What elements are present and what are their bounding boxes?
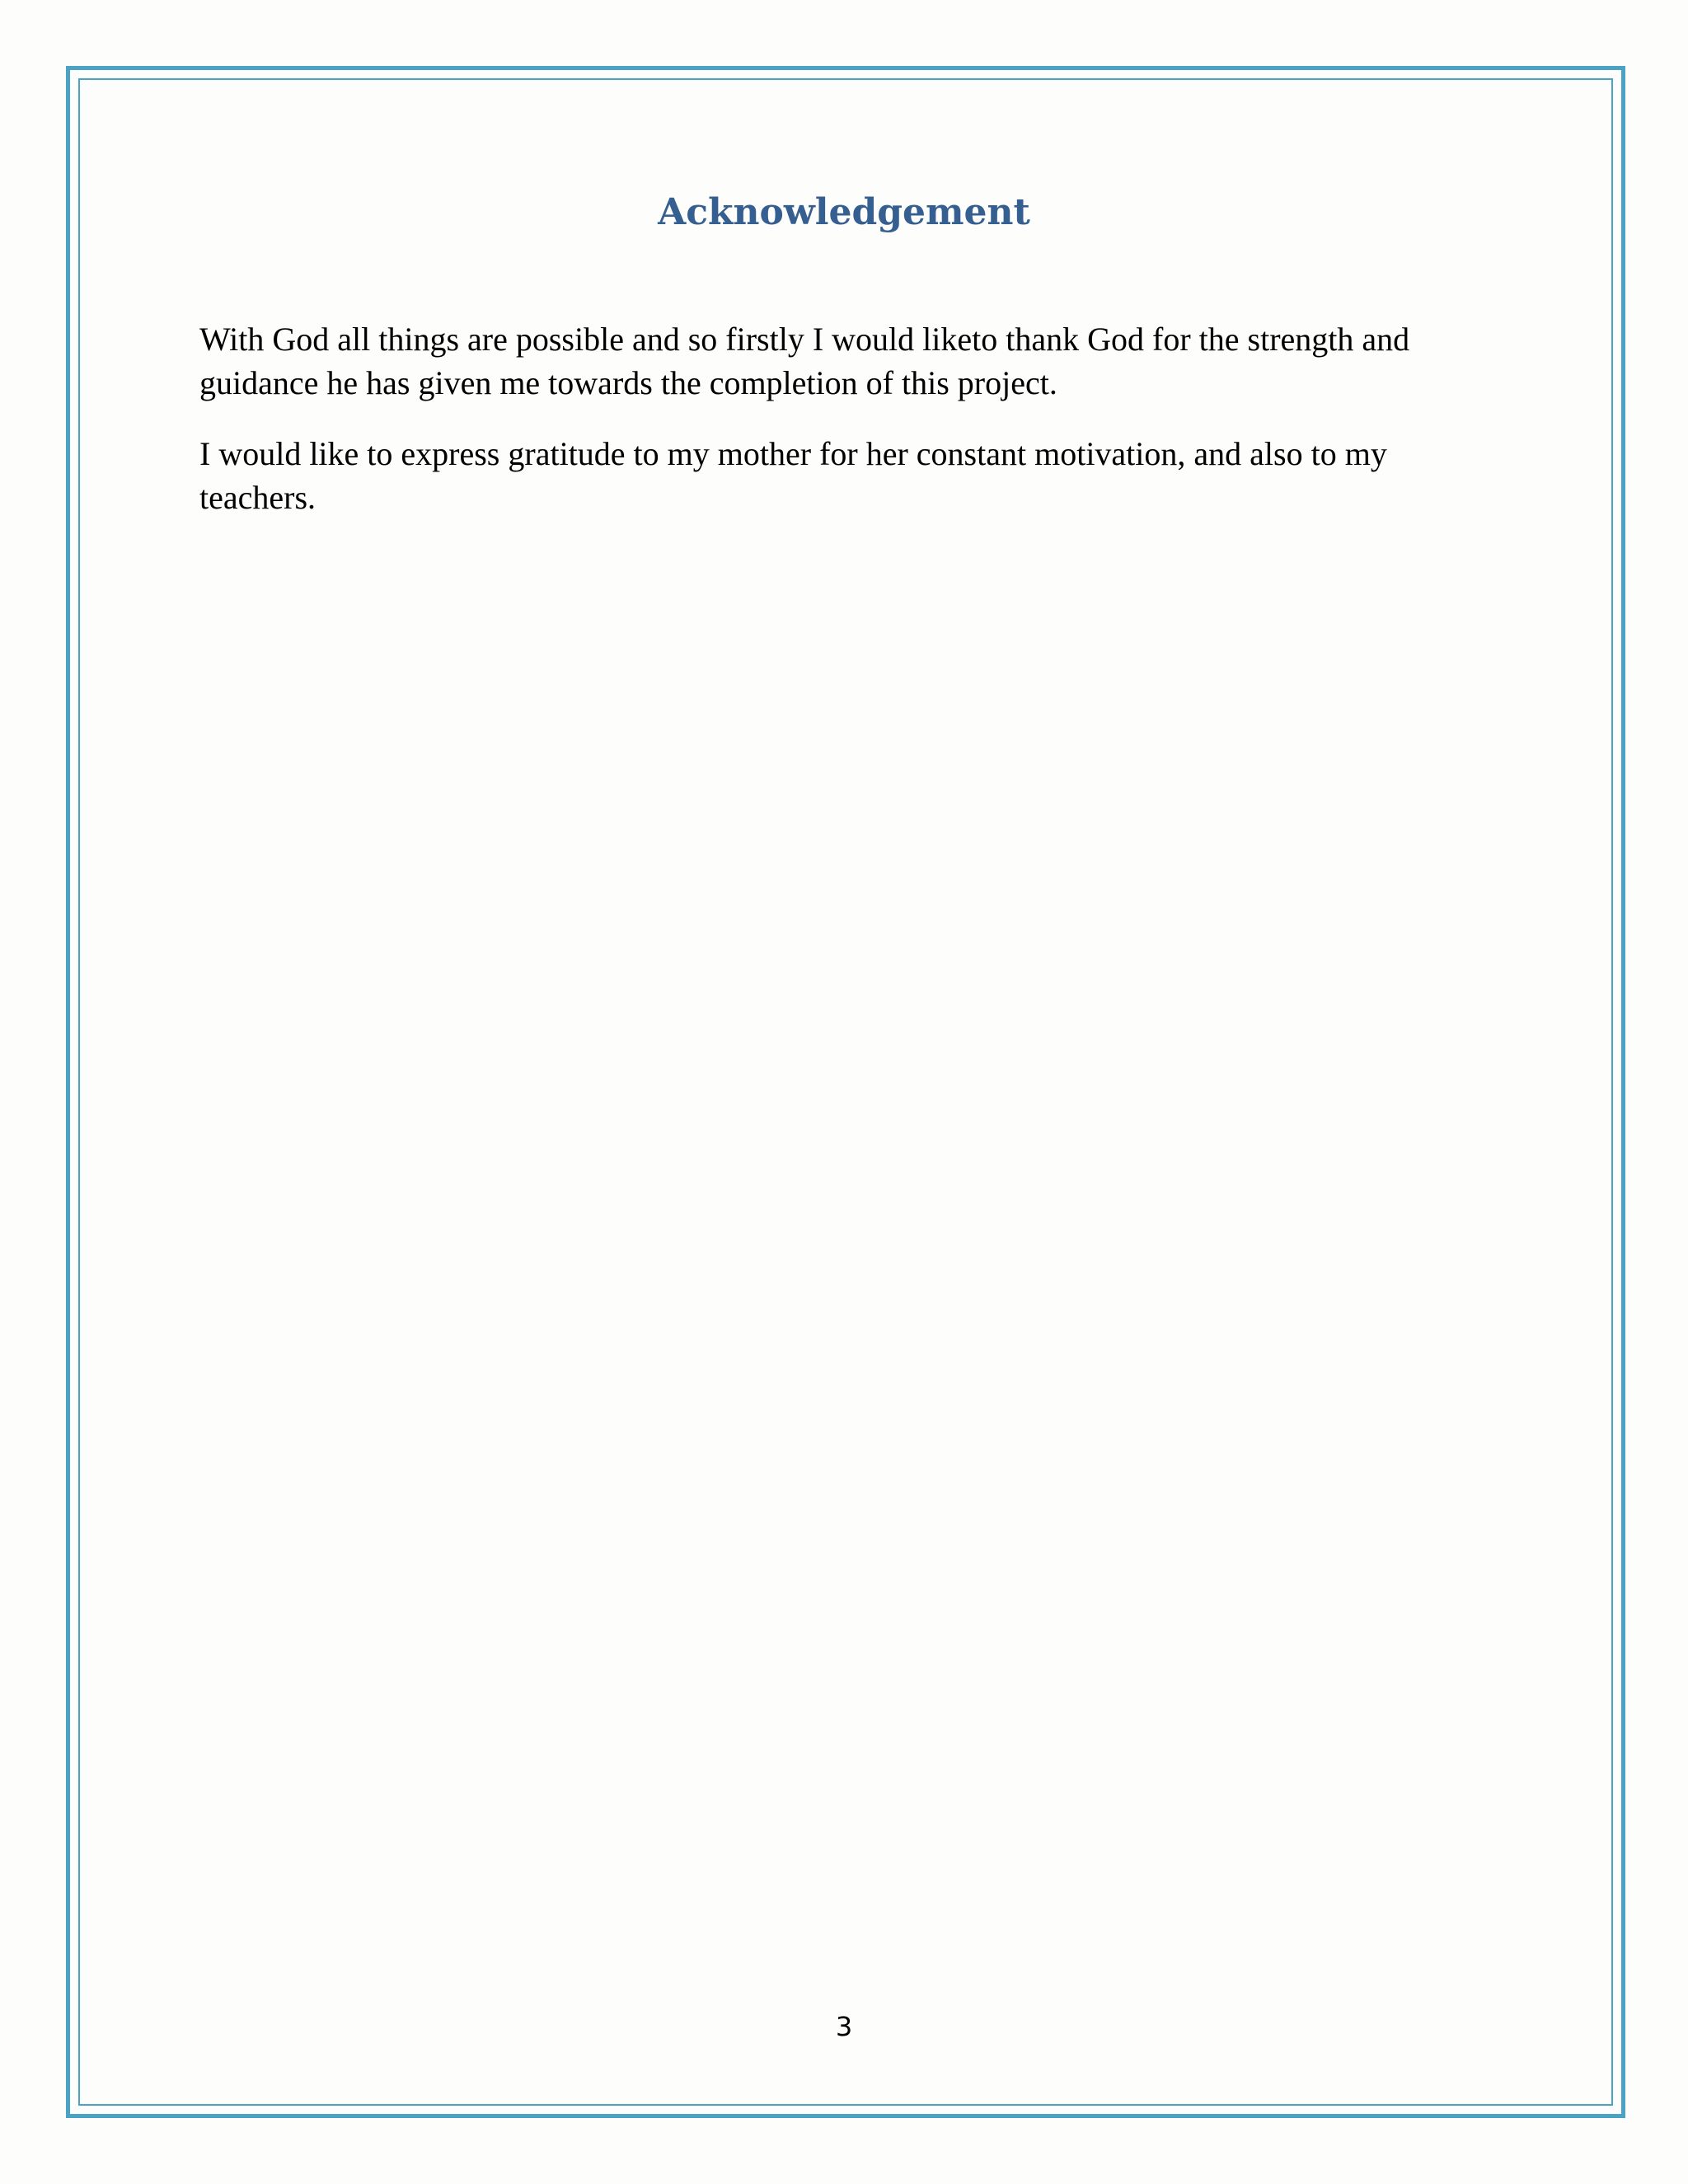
document-body [199, 317, 1485, 546]
page-number: 3 [835, 2011, 853, 2042]
page-title: Acknowledgement [658, 191, 1030, 233]
paragraph-1: With God all things are possible and so firstly I would liketo thank God for the strength and guidance he has given me towards the completion of this project. [199, 321, 1410, 401]
paragraph-2: I would like to express gratitude to my mother for her constant motivation, and also to my teachers. [199, 435, 1387, 516]
